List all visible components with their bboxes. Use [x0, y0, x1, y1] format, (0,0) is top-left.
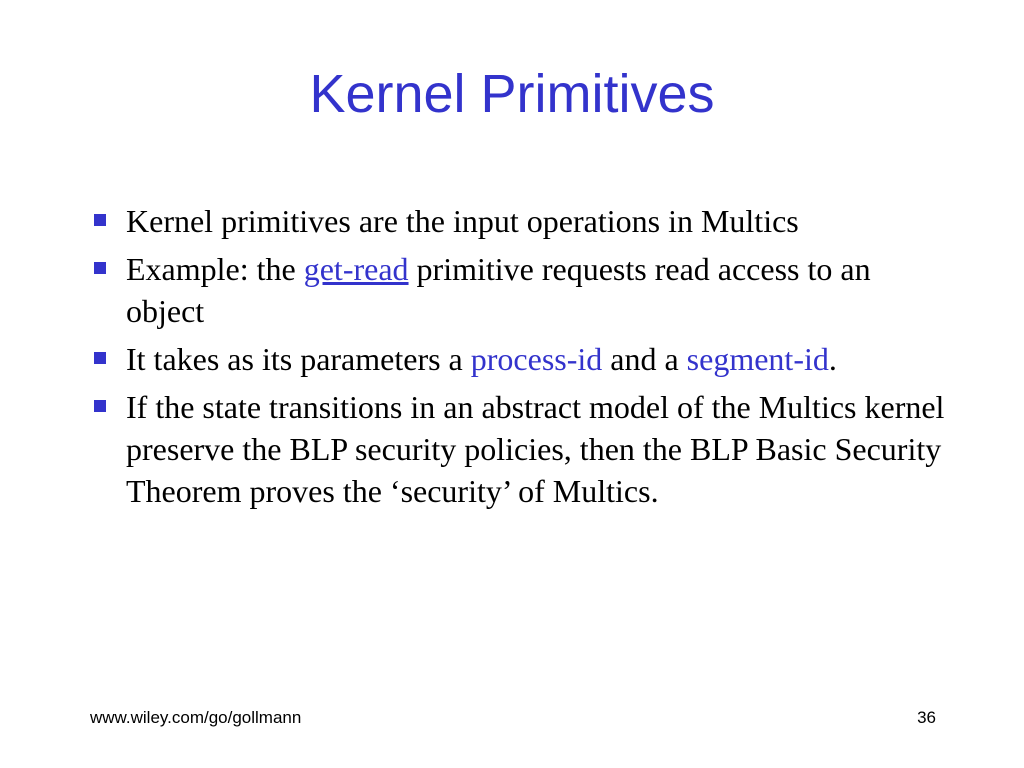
- square-bullet-icon: [94, 352, 106, 364]
- square-bullet-icon: [94, 214, 106, 226]
- bullet-text-start: Example: the: [126, 251, 304, 287]
- bullet-text-middle: and a: [602, 341, 687, 377]
- bullet-item: [92, 338, 952, 380]
- slide-title: Kernel Primitives: [309, 64, 715, 124]
- bullet-text-end: .: [828, 341, 837, 377]
- bullet-item: [92, 248, 952, 332]
- bullet-text: Kernel primitives are the input operations in Multics: [126, 203, 799, 239]
- bullet-item: [92, 200, 952, 242]
- process-id-term: process-id: [470, 341, 603, 377]
- bullet-text-end: primitive requests read access to an object: [126, 251, 871, 329]
- square-bullet-icon: [94, 400, 106, 412]
- bullet-text-start: It takes as its parameters a: [126, 341, 471, 377]
- footer-url: www.wiley.com/go/gollmann: [90, 708, 302, 727]
- page-number: 36: [917, 708, 936, 727]
- segment-id-term: segment-id: [686, 341, 829, 377]
- bullet-item: [92, 386, 952, 512]
- bullet-list: [92, 200, 952, 518]
- square-bullet-icon: [94, 262, 106, 274]
- bullet-text: If the state transitions in an abstract model of the Multics kernel preserve the BLP security policies, then the BLP Basic Security Theorem proves the ‘security’ of Multics.: [126, 389, 945, 509]
- get-read-link[interactable]: get-read: [303, 251, 409, 287]
